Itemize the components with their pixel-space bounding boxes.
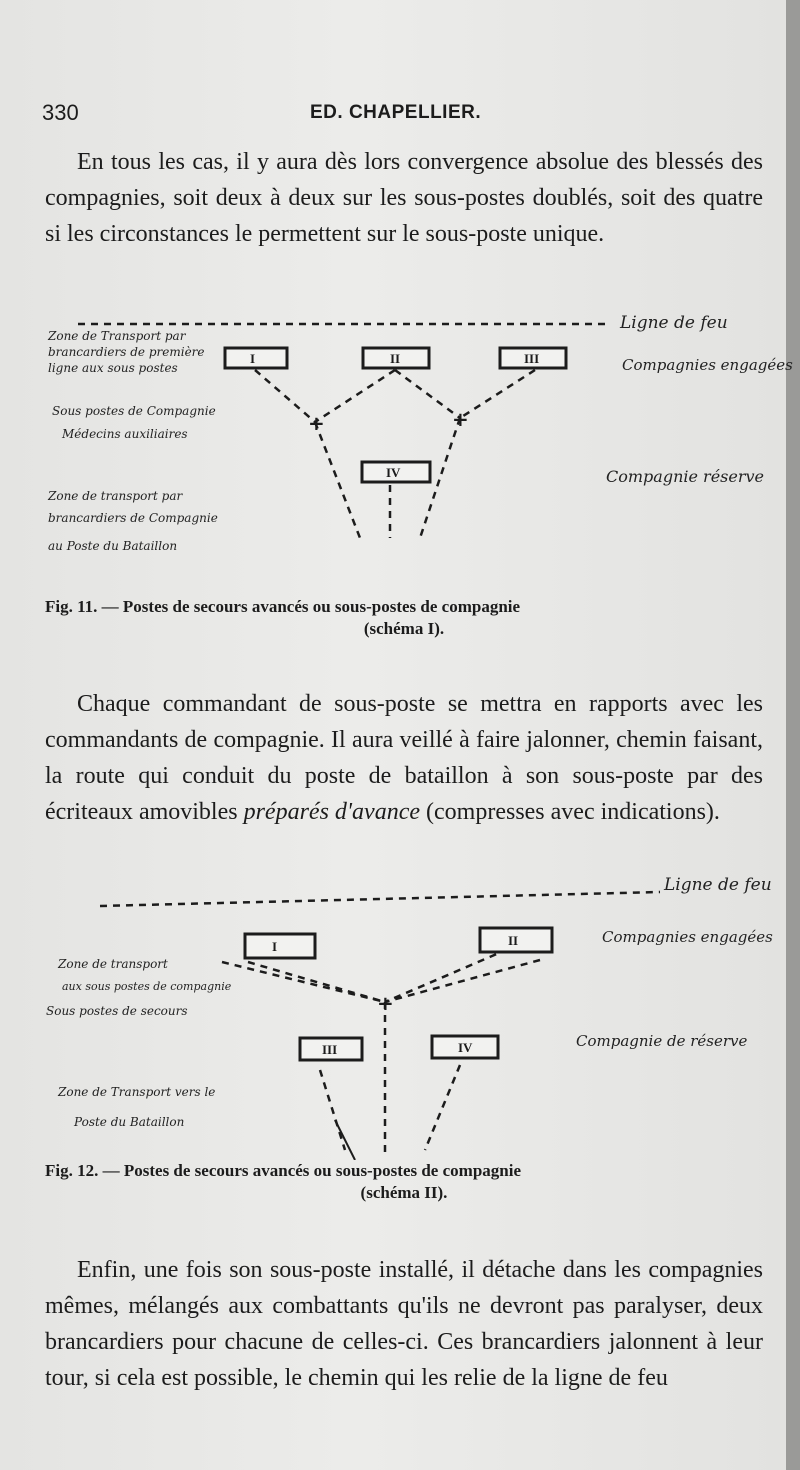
path-II-to-souspost-2	[385, 960, 540, 1002]
label-ligne-de-feu: Ligne de feu	[664, 875, 772, 895]
label-zone-bottom-1: Zone de transport par	[48, 489, 183, 503]
label-zone-transport-2: aux sous postes de compagnie	[62, 980, 232, 993]
label-zone-transport-3: ligne aux sous postes	[48, 361, 178, 375]
paragraph-2	[45, 686, 763, 830]
company-box-I	[225, 348, 287, 368]
label-zone-bottom-2: brancardiers de Compagnie	[48, 511, 218, 525]
company-box-II-label: II	[508, 933, 519, 948]
label-compagnie-reserve: Compagnie de réserve	[576, 1032, 748, 1050]
label-zone-transport-1: Zone de Transport par	[48, 329, 186, 343]
label-sous-postes: Sous postes de secours	[46, 1004, 188, 1018]
label-compagnies-engagees: Compagnies engagées	[622, 356, 793, 374]
figure-11-caption-line2: (schéma I).	[363, 619, 445, 638]
path-I-to-souspost-a	[255, 370, 315, 422]
company-box-III-label: III	[322, 1042, 338, 1057]
page-number: 330	[42, 100, 79, 125]
label-zone-bottom-1: Zone de Transport vers le	[58, 1085, 216, 1099]
paragraph-2-italic: préparés d'avance	[243, 799, 421, 825]
company-box-II-label: II	[390, 351, 401, 366]
figure-12-caption	[45, 1160, 763, 1204]
label-zone-bottom-3: au Poste du Bataillon	[48, 539, 178, 553]
souspost-cross-b: +	[452, 407, 469, 431]
company-box-I-label: I	[250, 351, 256, 366]
paragraph-2-end: (compresses avec indications).	[420, 799, 720, 825]
path-II-to-souspost-a	[315, 370, 395, 422]
label-zone-transport-1: Zone de transport	[58, 957, 168, 971]
page-edge-shadow	[786, 0, 800, 1470]
paragraph-2-text: Chaque commandant de sous-poste se mettra en rapports avec les commandants de compagnie. Il aura veillé à faire jalonner, chemin faisant, la route qui conduit du poste de bataillon à son sous-poste par des écriteaux amovibles	[45, 691, 763, 825]
figure-12-caption-line1: Fig. 12. — Postes de secours avancés ou sous-postes de compagnie	[45, 1161, 521, 1180]
page-header	[42, 100, 742, 134]
label-compagnies-engagees: Compagnies engagées	[602, 928, 773, 946]
connector-tick	[335, 1120, 355, 1160]
figure-11-caption	[45, 596, 763, 640]
path-IV-down	[425, 1065, 460, 1150]
company-box-IV-label: IV	[386, 465, 401, 480]
path-III-to-souspost-b	[460, 370, 535, 418]
company-box-IV-label: IV	[458, 1040, 473, 1055]
figure-11-caption-line1: Fig. 11. — Postes de secours avancés ou sous-postes de compagnie	[45, 597, 521, 616]
company-box-I-label: I	[272, 939, 278, 954]
souspost-cross-a: +	[308, 411, 325, 435]
path-III-down	[320, 1070, 345, 1150]
running-head: ED. CHAPELLIER.	[310, 102, 482, 123]
souspost-cross: +	[377, 991, 394, 1015]
path-II-to-souspost-b	[395, 370, 460, 418]
figure-12-diagram	[0, 870, 800, 1160]
company-box-I	[245, 934, 315, 958]
figure-12-caption-line2: (schéma II).	[360, 1183, 448, 1202]
label-sous-postes-2: Médecins auxiliaires	[62, 427, 188, 441]
label-ligne-de-feu: Ligne de feu	[620, 313, 728, 333]
label-zone-transport-2: brancardiers de première	[48, 345, 205, 359]
front-line-dashed	[100, 892, 660, 906]
paragraph-3: Enfin, une fois son sous-poste installé, il détache dans les compagnies mêmes, mélangés aux combattants qu'ils ne devront pas paralyser, deux brancardiers pour chacune de celles-ci. Ces brancardiers jalonnent à leur tour, si cela est possible, le chemin qui les relie de la ligne de feu	[45, 1257, 763, 1391]
label-zone-bottom-2: Poste du Bataillon	[74, 1115, 185, 1129]
label-sous-postes-1: Sous postes de Compagnie	[52, 404, 216, 418]
paragraph-1: En tous les cas, il y aura dès lors convergence absolue des blessés des compagnies, soit deux à deux sur les sous-postes doublés, soit des quatre si les circonstances le permettent sur le sous-poste unique.	[45, 149, 763, 247]
path-souspost-a-down	[315, 422, 360, 538]
label-compagnie-reserve: Compagnie réserve	[606, 467, 764, 486]
figure-11-diagram	[0, 300, 800, 590]
company-box-III-label: III	[524, 351, 540, 366]
